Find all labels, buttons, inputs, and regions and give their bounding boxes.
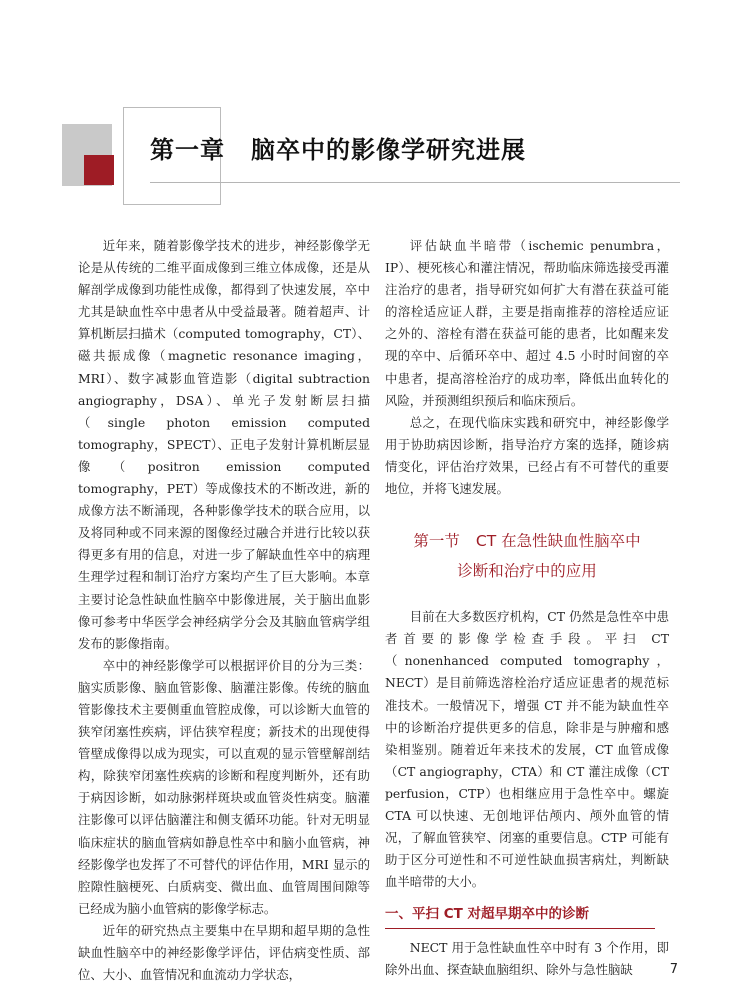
- body-paragraph: 近年来，随着影像学技术的进步，神经影像学无论是从传统的二维平面成像到三维立体成像，还是从解剖学成像到功能性成像，都得到了快速发展，卒中尤其是缺血性卒中患者从中受益最著。随着超声、计算机断层扫描术（computed tomography，CT）、磁共振成像（magnetic resonance imaging，MRI）、数字减影血管造影（digital subtraction angiography，DSA）、单光子发射断层扫描（single photon emission computed tomography，SPECT）、正电子发射计算机断层显像（positron emission computed tomography，PET）等成像技术的不断改进，新的成像方法不断涌现，各种影像学技术的联合应用，以及将同种或不同来源的图像经过融合并进行比较以获得更多有用的信息，对进一步了解缺血性卒中的病理生理学过程和制订治疗方案均产生了巨大影响。本章主要讨论急性缺血性脑卒中影像进展，关于脑出血影像可参考中华医学会神经病学分会及其脑血管病学组发布的影像指南。: [78, 238, 370, 651]
- section-title-line1: CT 在急性缺血性脑卒中: [475, 532, 641, 551]
- title-divider: [150, 182, 680, 183]
- chapter-title-text: 脑卒中的影像学研究进展: [251, 135, 526, 164]
- section-heading: [385, 526, 669, 586]
- header-decoration-red-square: [84, 155, 114, 185]
- chapter-title: [150, 128, 710, 172]
- body-paragraph: 卒中的神经影像学可以根据评价目的分为三类：脑实质影像、脑血管影像、脑灌注影像。传统的脑血管影像技术主要侧重血管腔成像，可以诊断大血管的狭窄闭塞性疾病，评估狭窄程度；新技术的出现使得管壁成像得以成为现实，可以直观的显示管壁解剖结构，除狭窄闭塞性疾病的诊断和程度判断外，还有助于病因诊断，如动脉粥样斑块或血管炎性病变。脑灌注影像可以评估脑灌注和侧支循环功能。针对无明显临床症状的脑血管病如静息性卒中和脑小血管病，神经影像学也发挥了不可替代的评估作用，MRI 显示的腔隙性脑梗死、白质病变、微出血、血管周围间隙等已经成为脑小血管病的影像学标志。: [78, 657, 370, 916]
- body-paragraph: NECT 用于急性缺血性卒中时有 3 个作用，即除外出血、探查缺血脑组织、除外与急性脑缺: [385, 940, 669, 978]
- left-column: [78, 235, 370, 986]
- page-number: 7: [669, 962, 678, 977]
- chapter-number: 第一章: [150, 135, 225, 164]
- section-number: 第一节: [413, 532, 460, 551]
- body-paragraph: 近年的研究热点主要集中在早期和超早期的急性缺血性脑卒中的神经影像学评估，评估病变性质、部位、大小、血管情况和血流动力学状态，: [78, 922, 370, 983]
- section-title-line2: 诊断和治疗中的应用: [457, 562, 597, 581]
- body-paragraph: 目前在大多数医疗机构，CT 仍然是急性卒中患者首要的影像学检查手段。平扫 CT（nonenhanced computed tomography，NECT）是目前筛选溶栓治疗适应证患者的规范标准技术。一般情况下，增强 CT 并不能为缺血性卒中的诊断治疗提供更多的信息，除非是与肿瘤和感染相鉴别。随着近年来技术的发展，CT 血管成像（CT angiography，CTA）和 CT 灌注成像（CT perfusion，CTP）也相继应用于急性卒中。螺旋 CTA 可以快速、无创地评估颅内、颅外血管的情况，了解血管狭窄、闭塞的重要信息。CTP 可能有助于区分可逆性和不可逆性缺血损害病灶，判断缺血半暗带的大小。: [385, 609, 669, 890]
- body-paragraph: 评估缺血半暗带（ischemic penumbra，IP）、梗死核心和灌注情况，帮助临床筛选接受再灌注治疗的患者，指导研究如何扩大有潜在获益可能的溶栓适应证人群，主要是指南推荐的溶栓适应证之外的、溶栓有潜在获益可能的患者，比如醒来发现的卒中、后循环卒中、超过 4.5 小时时间窗的卒中患者，提高溶栓治疗的成功率，降低出血转化的风险，并预测组织预后和临床预后。: [385, 238, 669, 408]
- body-paragraph: 总之，在现代临床实践和研究中，神经影像学用于协助病因诊断，指导治疗方案的选择，随诊病情变化，评估治疗效果，已经占有不可替代的重要地位，并将飞速发展。: [385, 414, 669, 497]
- subsection-heading: 一、平扫 CT 对超早期卒中的诊断: [385, 903, 655, 929]
- right-column: [385, 235, 669, 982]
